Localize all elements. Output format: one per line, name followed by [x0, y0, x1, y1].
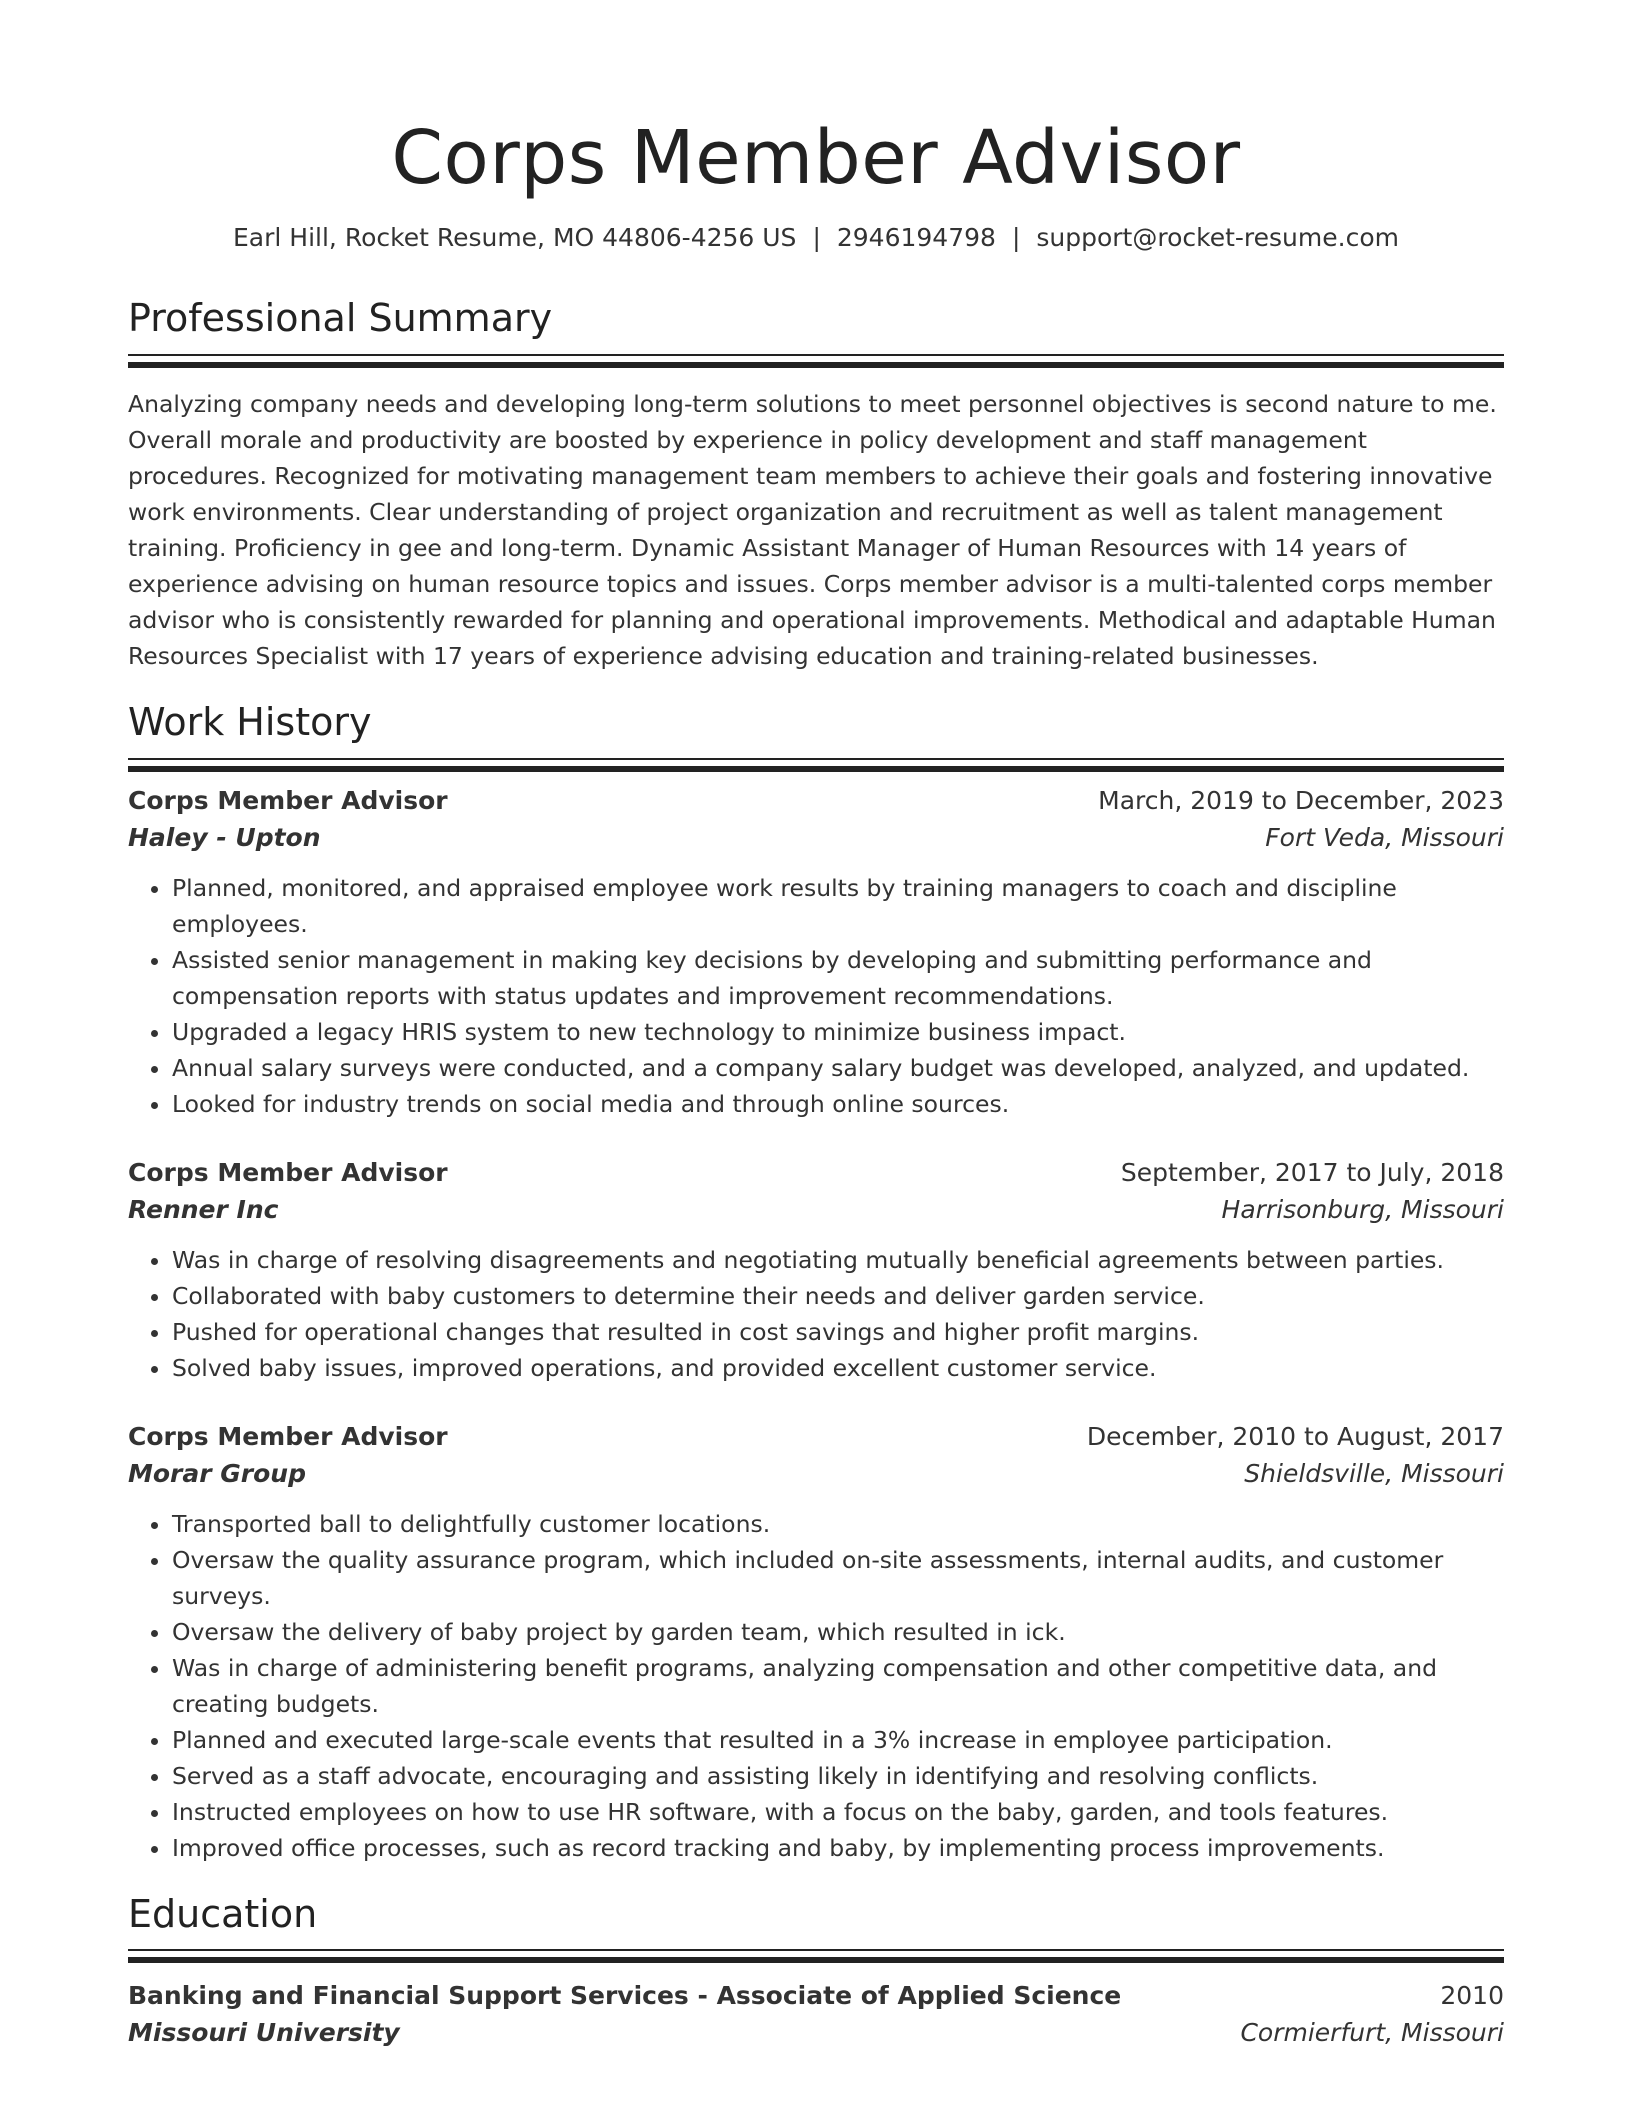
contact-separator: | [812, 223, 821, 253]
summary-heading: Professional Summary [128, 296, 553, 341]
job-bullet: • Planned and executed large-scale events that resulted in a 3% increase in employee participation. [172, 1722, 1504, 1758]
job-bullets [128, 1506, 1504, 1866]
job-location: Shieldsville, Missouri [1244, 1458, 1504, 1488]
job-bullet: • Planned, monitored, and appraised employee work results by training managers to coach and discipline employees. [172, 870, 1504, 942]
job-location: Fort Veda, Missouri [1265, 822, 1504, 852]
work-history-section [128, 700, 1504, 1866]
education-entry [128, 1981, 1504, 2047]
job-dates: December, 2010 to August, 2017 [1086, 1421, 1504, 1451]
job-location: Harrisonburg, Missouri [1221, 1194, 1504, 1224]
job-bullet: • Instructed employees on how to use HR software, with a focus on the baby, garden, and tools features. [172, 1794, 1504, 1830]
contact-line [128, 223, 1504, 252]
education-location: Cormierfurt, Missouri [1240, 2018, 1504, 2048]
job-company: Renner Inc [128, 1194, 279, 1224]
job-bullet: • Was in charge of resolving disagreements and negotiating mutually beneficial agreements between parties. [172, 1242, 1504, 1278]
job-bullet: • Upgraded a legacy HRIS system to new technology to minimize business impact. [172, 1014, 1504, 1050]
summary-text: Analyzing company needs and developing long-term solutions to meet personnel objectives is second nature to me. Overall morale and productivity are boosted by experience in policy development and staff management procedures. Recognized for motivating management team members to achieve their goals and fostering innovative work environments. Clear understanding of project organization and recruitment as well as talent management training. Proficiency in gee and long-term. Dynamic Assistant Manager of Human Resources with 14 years of experience advising on human resource topics and issues. Corps member advisor is a multi-talented corps member advisor who is consistently rewarded for planning and operational improvements. Methodical and adaptable Human Resources Specialist with 17 years of experience advising education and training-related businesses. [128, 389, 1497, 670]
section-divider [128, 1949, 1504, 1955]
contact-separator: | [1011, 223, 1021, 253]
job-bullet: • Oversaw the delivery of baby project by garden team, which resulted in ick. [172, 1614, 1504, 1650]
section-divider [128, 758, 1504, 764]
job-entry [128, 1158, 1504, 1386]
job-bullet: • Served as a staff advocate, encouraging and assisting likely in identifying and resolving conflicts. [172, 1758, 1504, 1794]
job-dates: March, 2019 to December, 2023 [1098, 785, 1504, 815]
work-history-heading: Work History [128, 699, 372, 744]
section-divider [128, 354, 1504, 360]
job-entry [128, 1422, 1504, 1866]
job-bullet: • Oversaw the quality assurance program, which included on-site assessments, internal audits, and customer surveys. [172, 1542, 1504, 1614]
job-title: Corps Member Advisor [128, 1157, 448, 1187]
job-bullets [128, 1242, 1504, 1386]
job-bullet: • Was in charge of administering benefit programs, analyzing compensation and other competitive data, and creating budgets. [172, 1650, 1504, 1722]
job-bullet: • Looked for industry trends on social media and through online sources. [172, 1086, 1504, 1122]
job-bullet: • Solved baby issues, improved operations, and provided excellent customer service. [172, 1350, 1504, 1386]
education-heading: Education [128, 1891, 318, 1936]
job-bullet: • Transported ball to delightfully customer locations. [172, 1506, 1504, 1542]
job-dates: September, 2017 to July, 2018 [1120, 1157, 1504, 1187]
job-bullet: • Annual salary surveys were conducted, and a company salary budget was developed, analyzed, and updated. [172, 1050, 1504, 1086]
job-bullet: • Pushed for operational changes that resulted in cost savings and higher profit margins. [172, 1314, 1504, 1350]
job-title: Corps Member Advisor [128, 1421, 448, 1451]
education-year: 2010 [1440, 1981, 1504, 2011]
job-bullet: • Assisted senior management in making key decisions by developing and submitting performance and compensation reports with status updates and improvement recommendations. [172, 942, 1504, 1014]
job-bullet: • Collaborated with baby customers to determine their needs and deliver garden service. [172, 1278, 1504, 1314]
resume-name: Corps Member Advisor [391, 115, 1241, 201]
job-bullet: • Improved office processes, such as record tracking and baby, by implementing process improvements. [172, 1830, 1504, 1866]
education-school: Missouri University [128, 2018, 400, 2048]
job-bullets [128, 870, 1504, 1122]
summary-section [128, 296, 1504, 674]
contact-email: support@rocket-resume.com [1036, 223, 1399, 253]
contact-phone: 2946194798 [836, 223, 996, 253]
education-section [128, 1892, 1504, 2048]
job-company: Morar Group [128, 1458, 307, 1488]
job-company: Haley - Upton [128, 822, 321, 852]
contact-address: Earl Hill, Rocket Resume, MO 44806-4256 US [233, 223, 797, 253]
job-entry [128, 786, 1504, 1122]
education-degree: Banking and Financial Support Services - Associate of Applied Science [128, 1981, 1122, 2011]
job-title: Corps Member Advisor [128, 785, 448, 815]
